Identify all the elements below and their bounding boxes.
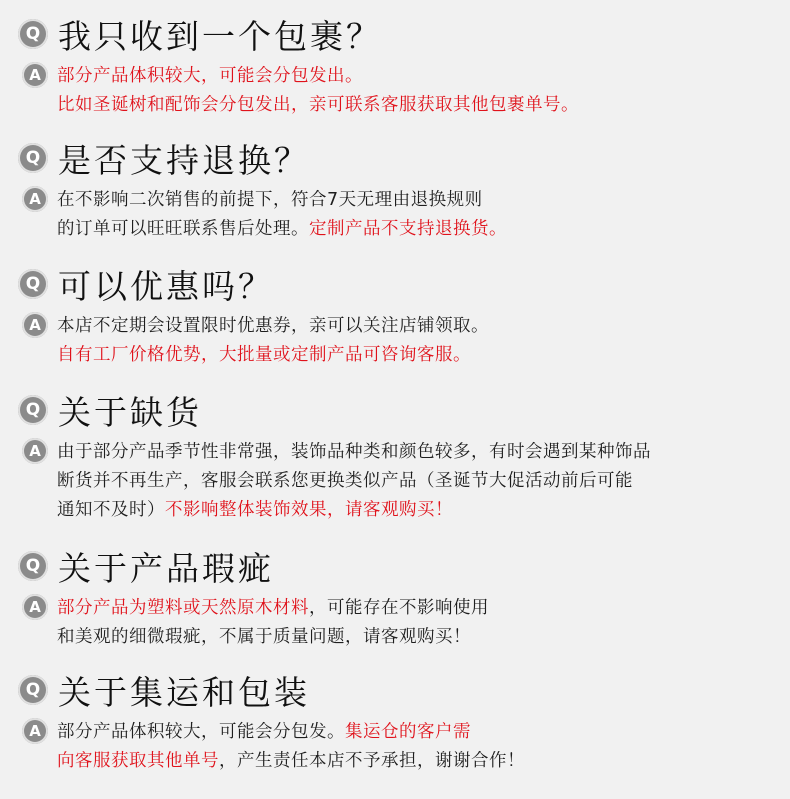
answer-text: 本店不定期会设置限时优惠券，亲可以关注店铺领取。 — [57, 316, 489, 336]
answer-text: 由于部分产品季节性非常强，装饰品种类和颜色较多，有时会遇到某种饰品 — [57, 442, 651, 462]
answer-line — [57, 62, 363, 87]
question-row — [18, 390, 202, 430]
answer-line — [57, 594, 489, 619]
question-text: 我只收到一个包裹？ — [58, 16, 382, 56]
answer-line — [57, 312, 489, 337]
question-badge-icon: Q — [18, 269, 48, 299]
answer-highlight-text: 部分产品体积较大，可能会分包发出。 — [57, 66, 363, 86]
answer-badge-icon: A — [22, 186, 48, 212]
answer-text: 部分产品体积较大，可能会分包发。 — [57, 722, 345, 742]
answer-text: 在不影响二次销售的前提下，符合7天无理由退换规则 — [57, 190, 483, 210]
answer-line — [57, 623, 471, 648]
answer-text: ，可能存在不影响使用 — [309, 598, 489, 618]
question-text: 关于缺货 — [58, 392, 202, 432]
answer-highlight-text: 比如圣诞树和配饰会分包发出，亲可联系客服获取其他包裹单号。 — [57, 95, 579, 115]
answer-highlight-text: 向客服获取其他单号 — [57, 751, 219, 771]
answer-line — [57, 438, 651, 463]
answer-text: 通知不及时） — [57, 500, 165, 520]
answer-highlight-text: 部分产品为塑料或天然原木材料 — [57, 598, 309, 618]
answer-line — [57, 496, 453, 521]
answer-highlight-text: 自有工厂价格优势，大批量或定制产品可咨询客服。 — [57, 345, 471, 365]
answer-line — [57, 747, 525, 772]
question-text: 是否支持退换？ — [58, 140, 310, 180]
question-row — [18, 138, 310, 178]
answer-badge-icon: A — [22, 438, 48, 464]
question-badge-icon: Q — [18, 551, 48, 581]
answer-line — [57, 215, 507, 240]
answer-text: 的订单可以旺旺联系售后处理。 — [57, 219, 309, 239]
answer-highlight-text: 定制产品不支持退换货。 — [309, 219, 507, 239]
question-text: 可以优惠吗？ — [58, 266, 274, 306]
answer-badge-icon: A — [22, 594, 48, 620]
answer-text: ，产生责任本店不予承担，谢谢合作！ — [219, 751, 525, 771]
answer-line — [57, 718, 471, 743]
question-badge-icon: Q — [18, 19, 48, 49]
question-row — [18, 546, 274, 586]
question-row — [18, 670, 310, 710]
answer-highlight-text: 集运仓的客户需 — [345, 722, 471, 742]
answer-highlight-text: 不影响整体装饰效果，请客观购买！ — [165, 500, 453, 520]
answer-badge-icon: A — [22, 312, 48, 338]
answer-line — [57, 91, 579, 116]
question-badge-icon: Q — [18, 395, 48, 425]
question-text: 关于集运和包装 — [58, 672, 310, 712]
answer-text: 断货并不再生产，客服会联系您更换类似产品（圣诞节大促活动前后可能 — [57, 471, 633, 491]
question-text: 关于产品瑕疵 — [58, 548, 274, 588]
answer-line — [57, 341, 471, 366]
question-row — [18, 264, 274, 304]
answer-line — [57, 467, 633, 492]
question-row — [18, 14, 382, 54]
answer-text: 和美观的细微瑕疵，不属于质量问题，请客观购买！ — [57, 627, 471, 647]
question-badge-icon: Q — [18, 143, 48, 173]
answer-badge-icon: A — [22, 62, 48, 88]
answer-line — [57, 186, 483, 211]
answer-badge-icon: A — [22, 718, 48, 744]
question-badge-icon: Q — [18, 675, 48, 705]
